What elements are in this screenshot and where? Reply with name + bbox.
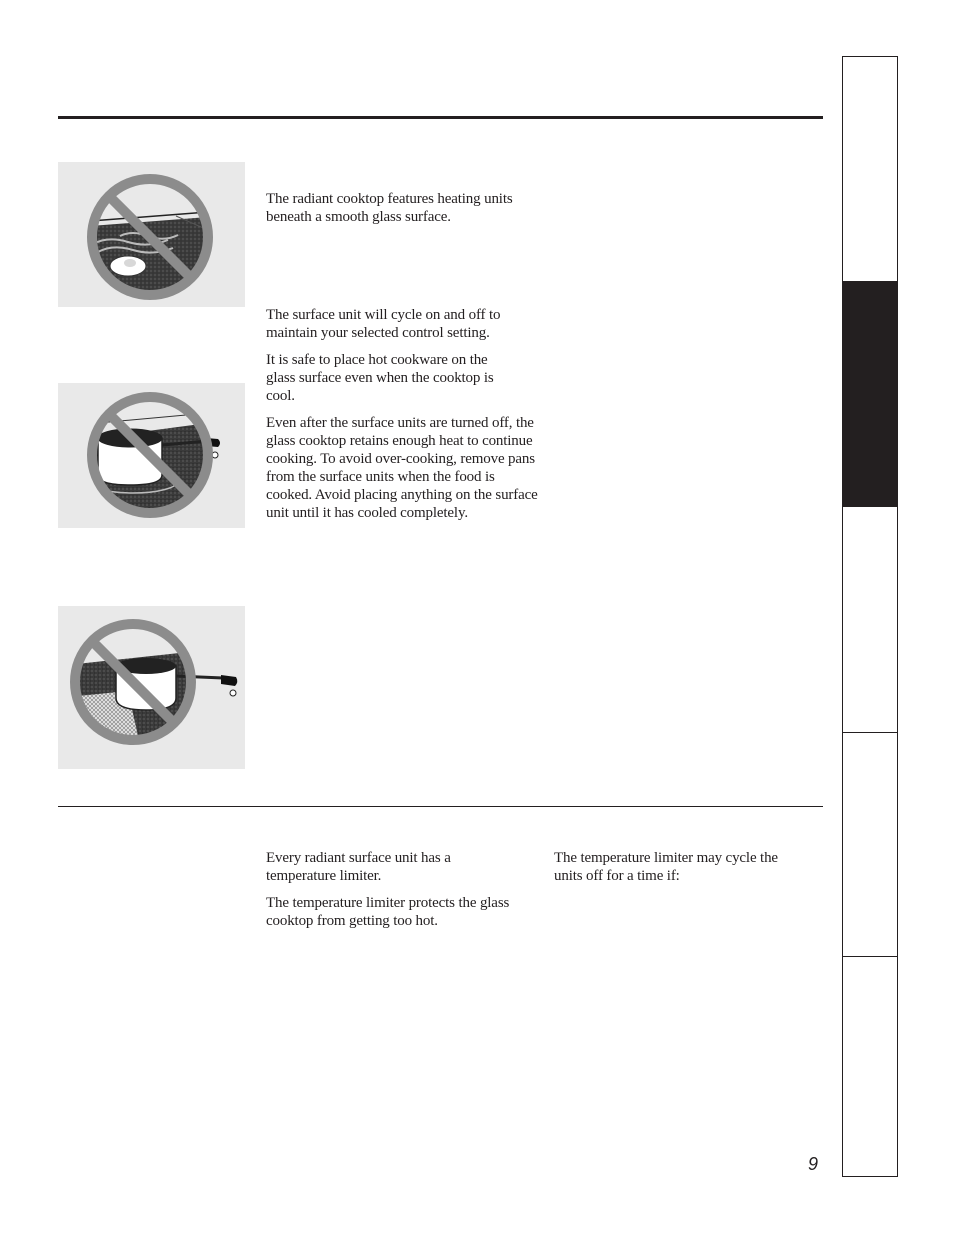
section-divider-rule [58,806,823,807]
illustration-no-pan-over-edge [58,383,245,528]
cycling-text [266,306,538,531]
paragraph-radiant-intro: The radiant cooktop features heating units beneath a smooth glass surface. [266,191,513,225]
limiter-right-column [554,849,809,894]
section-tabs [842,56,898,1177]
section-top-rule [58,116,823,119]
section-tab-5[interactable] [843,957,897,1176]
section-tab-3[interactable] [843,507,897,733]
paragraph-hot-cookware: It is safe to place hot cookware on the glass surface even when the cooktop is cool. [266,352,494,404]
intro-text [266,190,516,235]
limiter-left-column [266,849,516,939]
no-rounded-bottom-pan-icon [58,606,245,769]
paragraph-limiter-intro: Every radiant surface unit has a temperature limiter. [266,850,451,884]
page-number: 9 [808,1154,819,1174]
paragraph-retains-heat: Even after the surface units are turned off, the glass cooktop retains enough heat to continue cooking. To avoid over-cooking, remove pans from the surface units when the food is cooked. Avoid placing anything on the surface unit until it has cooled completely. [266,415,538,521]
section-tab-1[interactable] [843,57,897,282]
paragraph-limiter-protects: The temperature limiter protects the glass cooktop from getting too hot. [266,895,510,929]
illustration-no-rounded-bottom-pan [58,606,245,769]
paragraph-cycling: The surface unit will cycle on and off to maintain your selected control setting. [266,307,501,341]
illustration-no-cooking-on-glass [58,162,245,307]
no-pan-over-edge-icon [58,383,245,528]
section-tab-4[interactable] [843,733,897,957]
paragraph-limiter-cycle: The temperature limiter may cycle the units off for a time if: [554,850,778,884]
section-tab-2-active[interactable] [843,282,897,507]
no-cooking-directly-on-glass-icon [58,162,245,307]
